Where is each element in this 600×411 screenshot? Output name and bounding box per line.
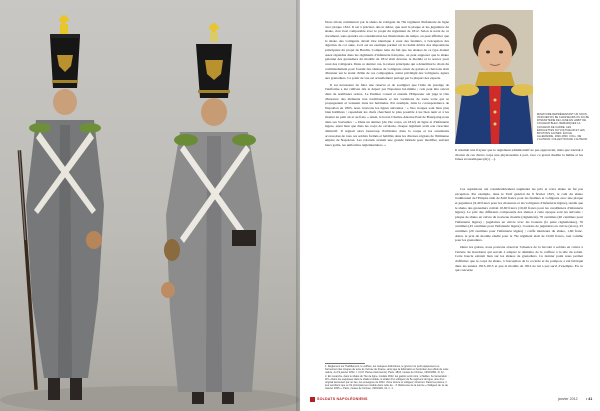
footnote: 1. Règlement sur l'habillement, le coiffure, les marques distinctives, le grand et le petit équipement ou l'armement des troupes de terre de l'armée de France, ainsi que la fabrication et l'entretien des effets de cette nature, du 19 janvier 1812, t. 4 (Cf. Pièces documents). Paris, 1812, musée de l'Armée, 1931/1951, ill. 12. [325,365,449,375]
article-paragraph: Nous allons commencer par le shako de voltigeur du 79e régiment d'infanterie de ligne avec plaque 1812. Il est à préciser, dès le début, que seul la plaque et les jugulaires du shako, rien n'est comparable avec le projet du règlement de 1812. Selon le texte de ce document, sans prendre en considération les illustrations du temps, on peut affirmer que le shako des voltigeurs devait être identique à ceux des fusiliers, à l'exception des aigrettes de cor aune. Ceci est un exemple parlant où la réalité dérive des dispositions principales du projet de Bardin. Compte tenu du fait que les shakos de ce type étaient assez répandus dans les régiments d'infanterie française, on peut supposer que le shako gaionné des grenadiers du modèle de 1812 était devenu, le modèle et la source pour ceux des voltigeurs. Dans ce dernier cas, la raison principale qui a déterminé le choix du commandement pour fournir des shakos de voltigeurs ornés de galons et chevrons était d'insister sur le statut d'élite de ces compagnies, statut privilégié des voltigeurs, égaux aux grenadiers. Ce point de vue est actuellement partagé par la plupart des experts. [325,20,449,80]
magazine-name: SOLDATS NAPOLÉONIENS [317,397,368,401]
article-paragraph: Il est nécessaire de faire une réserve et de souligner que l'idée du prestige de l'uniforme a été cultivée dès le départ par Napoléon lui-même ; cela peut être relevé dans de nombreux ordres. Le Premier consul et ensuite l'Empereur ont jugé le rôle d'instance des éléments non traditionnels et des variations de toute sorte qui se propageaient et venaient dans les habitudes. Par exemple, dans la correspondance de Napoléon en 1805, nous trouvons les lignes suivantes : « Nos troupes sont bien plus bien habillées ; cependant les chefs cherchent le plus possible à les bien tenir et à les monter au petit air et au frais. » Ainsi, le baron Charles-Antoine Paul de Bourgoing nous dans ses Souvenirs : « Dans un dernier (du 19e corps, en 1812) de ligne et d'infanterie légère, aussi bien que dans les corps de cavalerie, chaque régiment avait son caractère distinctif. Il régnait alors beaucoup d'arbitraire dans la coupe et les ornements accessoires de tous ces soldats formés et habillés dans les diverses régions de l'immense empire de Napoléon. Les colonels avaient une grande latitude pour modifier, suivant leurs goûts, les uniformes réglementaires. » [325,82,449,148]
article-paragraph: Ces aspirations ont considérablement augmenté les prix et votre shako ne fut pas exception. Par exemple, dans le Tarif général du 8 février 1815, le coût du shako traditionnel de l'Empire était de 8,60 francs pour les fusiliers et voltigeurs avec une plaque et jugulaires (9,40 francs pour les chasseurs et les voltigeurs d'infanterie légère), tandis que le shako des grenadiers coûtait 10,60 francs (10,20 francs pour les caraibiniers d'infanterie légère). Le prix des différents composants des shakos à cette époque sont les suivants : plaque de shako en cuivre du nouveau modèle (règlement), 70 centimes (40 centimes pour l'infanterie légère) ; jugulaires en cuivre avec les boutons (la paire réglementée), 70 centimes (45 centimes pour l'infanterie légère) ; boutons de jugulaires en cuivre (alors), 25 centimes (20 centimes pour l'infanterie légère) ; coiffe intérieure du shako, 1,60 franc. Ainsi, le prix du modèle étudié pour le 79e régiment était de 10,60 francs, tout comme pour les grenadiers. [455,187,583,243]
footnote: 2. En revanche, dans le shako du 72e de ligne, modèle 1812, les galons sont noirs, si fiables. 3e Génération : 4/3 « Dans les esquisses dans le shako-modèle, le shako d'un voltigeur du 5e régiment de ligne, issu d'un original découvert par un lieu, les enseignes de 1812. d'une dorure et voltigeur, Gramont. Dans les pièces, il leur semblent que ce fût principale les modèle dans celle de... 3. Référence de la source « Voltigeur de 1e de Janvier 1815 », Paris, musée de l'Armée, 1931/194, 12, n. 1. [325,374,449,391]
footnote-rule [325,363,365,364]
page-number: • 41 [586,397,593,401]
article-quote-continuation [455,148,583,183]
article-column-right [455,187,583,382]
article-paragraph: Il résultait une frayeur que le règlement administratif ne pas approuvait, mais que tolérait à chacun de ces divers corps une physionomie à part, avec ce grand chemin la même et les brises économiques (m) (…). [455,148,583,162]
footnotes [325,365,449,393]
issue-date: janvier 2012 [558,397,578,401]
portrait-miniature [455,10,533,144]
article-paragraph: Outre les galons, nous pouvons observer l'absence de la bavolet à soldats en cuivre à l'arrière du bourdalou qui servait à adapter le diamètre de la coiffure à la tête du soldat. Cette boucle existait bien sur les shakos de grenadiers. Ce dernier point nous permet d'affirmer que le corps du shako, à l'exception de la cocarde et du pompon, a été fabriqué dans les années 1813-1815 et que le modèle de 1812 ne lui a pas servi d'exemple. En ce qui concerne [455,244,583,273]
magazine-logo-icon [310,397,315,402]
article-column-left [325,20,449,364]
portrait-illustration [455,10,533,144]
portrait-caption: MINIATURE REPRÉSENTANT UN SOUS-OFFICIER DU 8E CHASSEURS OU DU 8E D'INFANTERIE DE LIGNE EN HABIT DE COULEUR BLEU. REMARQUEZ LA COULEUR DE CADRE, LES ÉPAULETTES DU VOLTIGEUR ET LES BOUTONS JAUNES. ÉCOLE ALLEMANDE, 1820-1830. COLL. DE L'AUTEUR. COLLECTION DE L'AUTEUR. [537,113,589,142]
page-fold-shadow [296,0,304,411]
page-footer [310,397,598,407]
